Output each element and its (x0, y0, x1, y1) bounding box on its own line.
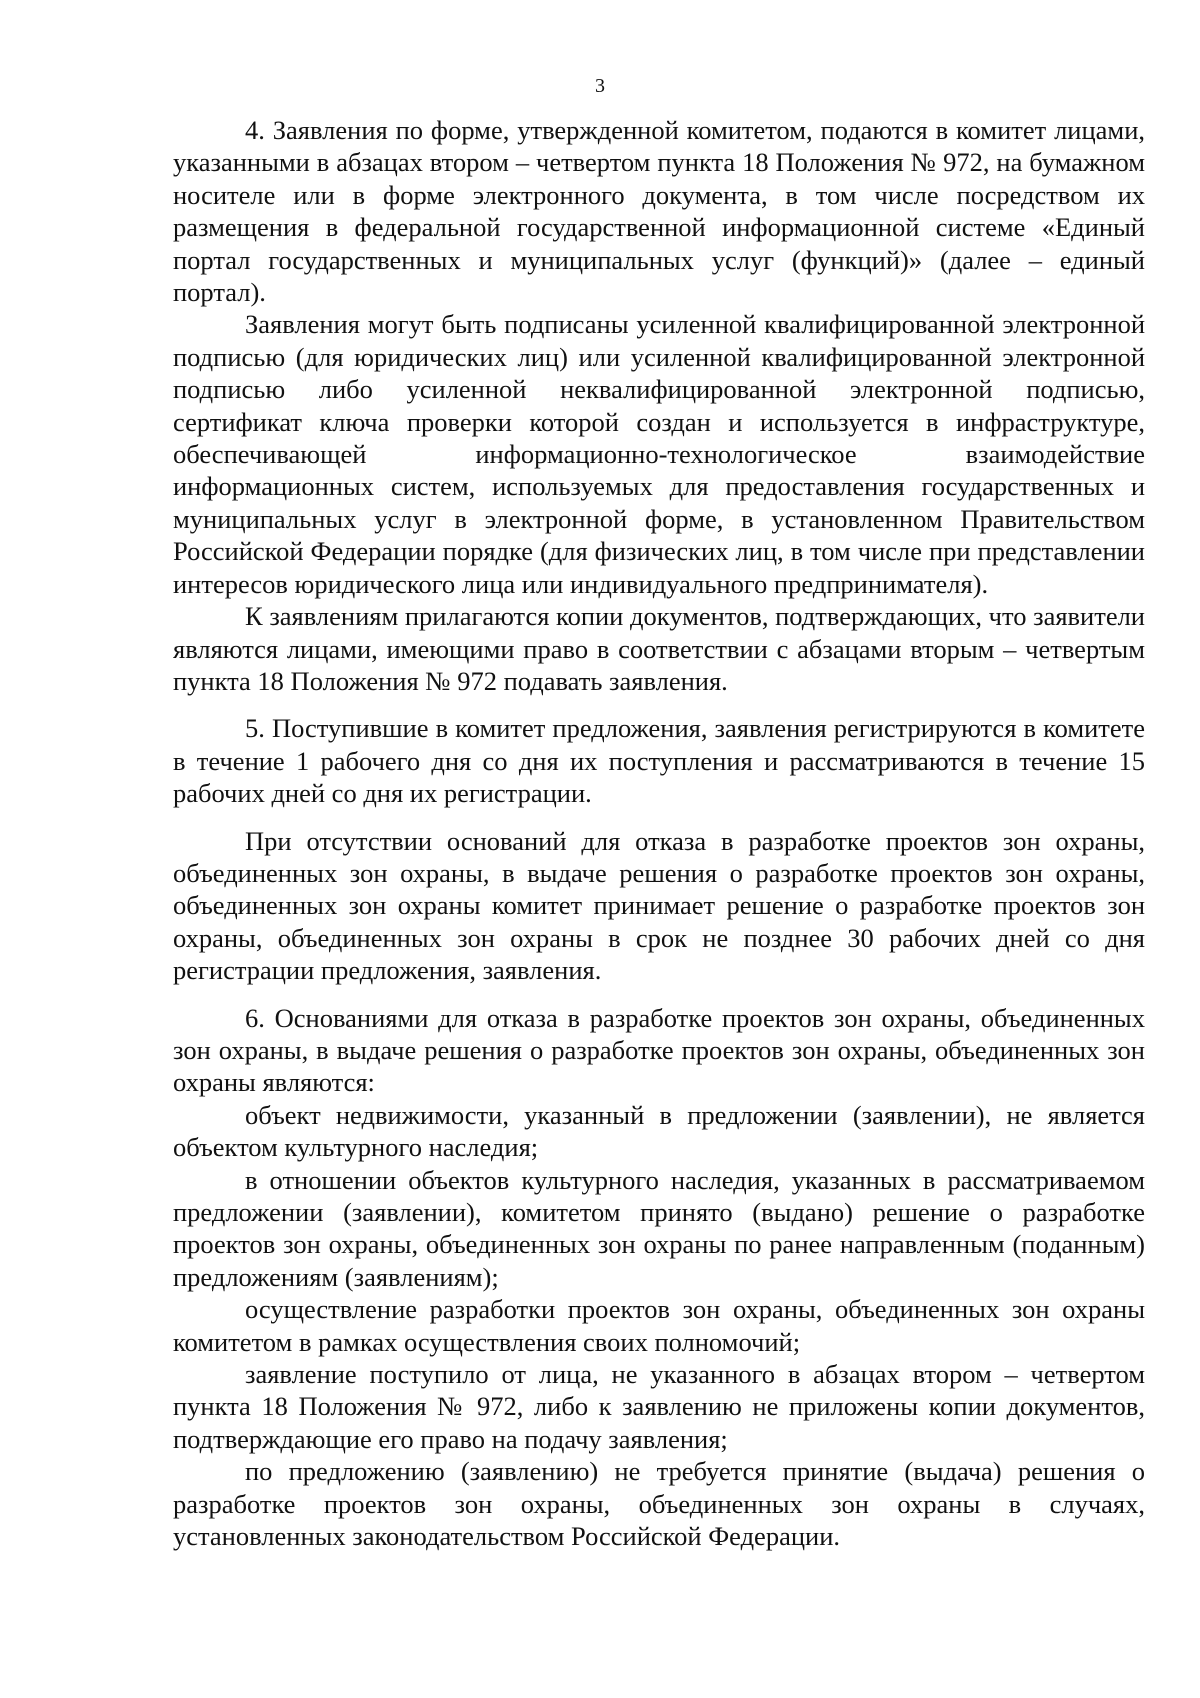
paragraph-5-registration: 5. Поступившие в комитет предложения, заявления регистрируются в комитете в течение 1 рабочего дня со дня их поступления и рассматриваются в течение 15 рабочих дней со дня их регистрации. (173, 713, 1145, 809)
paragraph-decision-term: При отсутствии оснований для отказа в разработке проектов зон охраны, объединенных зон охраны, в выдаче решения о разработке проектов зон охраны, объединенных зон охраны комитет принимает решение о разработке проектов зон охраны, объединенных зон охраны в срок не позднее 30 рабочих дней со дня регистрации предложения, заявления. (173, 825, 1145, 986)
refusal-ground-committee-development: осуществление разработки проектов зон охраны, объединенных зон охраны комитетом в рамках осуществления своих полномочий; (173, 1294, 1145, 1357)
refusal-ground-not-heritage-object: объект недвижимости, указанный в предложении (заявлении), не является объектом культурного наследия; (173, 1099, 1145, 1163)
refusal-ground-unauthorized-applicant: заявление поступило от лица, не указанного в абзацах втором – четвертом пункта 18 Положения № 972, либо к заявлению не приложены копии документов, подтверждающие его право на подачу заявления; (173, 1359, 1145, 1454)
paragraph-electronic-signature: Заявления могут быть подписаны усиленной квалифицированной электронной подписью (для юридических лиц) или усиленной квалифицированной электронной подписью либо усиленной неквалифицированной электронной подписью, сертификат ключа проверки которой создан и используется в инфраструктуре, обеспечивающей информационно-технологическое взаимодействие информационных систем, используемых для предоставления государственных и муниципальных услуг в электронной форме, в установленном Правительством Российской Федерации порядке (для физических лиц, в том числе при представлении интересов юридического лица или индивидуального предпринимателя). (173, 309, 1145, 599)
refusal-ground-decision-not-required: по предложению (заявлению) не требуется принятие (выдача) решения о разработке проектов зон охраны, объединенных зон охраны в случаях, установленных законодательством Российской Федерации. (173, 1456, 1145, 1552)
paragraph-attached-documents: К заявлениям прилагаются копии документов, подтверждающих, что заявители являются лицами, имеющими право в соответствии с абзацами вторым – четвертым пункта 18 Положения № 972 подавать заявления. (173, 601, 1145, 696)
document-body (173, 114, 1145, 1552)
paragraph-4-applications-submission: 4. Заявления по форме, утвержденной комитетом, подаются в комитет лицами, указанными в абзацах втором – четвертом пункта 18 Положения № 972, на бумажном носителе или в форме электронного документа, в том числе посредством их размещения в федеральной государственной информационной системе «Единый портал государственных и муниципальных услуг (функций)» (далее – единый портал). (173, 115, 1145, 308)
page-number: 3 (595, 75, 605, 97)
refusal-ground-decision-already-issued: в отношении объектов культурного наследия, указанных в рассматриваемом предложении (заявлении), комитетом принято (выдано) решение о разработке проектов зон охраны, объединенных зон охраны по ранее направленным (поданным) предложениям (заявлениям); (173, 1164, 1145, 1292)
paragraph-6-refusal-grounds: 6. Основаниями для отказа в разработке проектов зон охраны, объединенных зон охраны, в выдаче решения о разработке проектов зон охраны, объединенных зон охраны являются: (173, 1002, 1145, 1098)
